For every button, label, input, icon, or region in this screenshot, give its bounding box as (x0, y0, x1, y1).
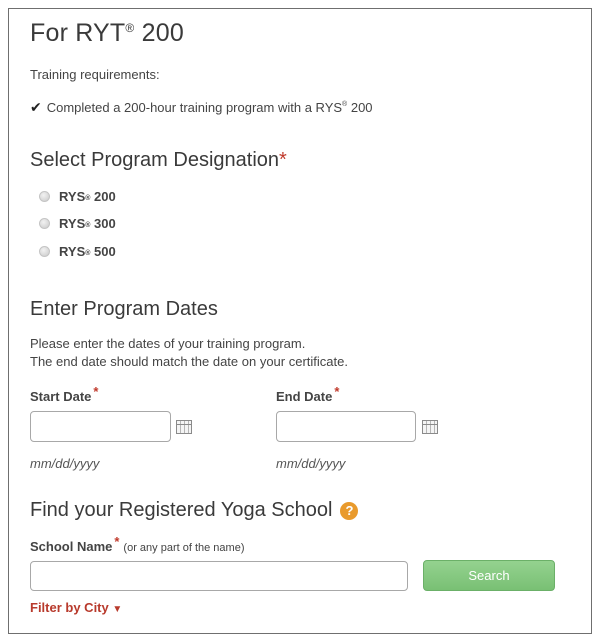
requirements-label: Training requirements: (30, 67, 160, 82)
radio-option-rys-300[interactable]: RYS ® 300 (39, 216, 116, 231)
caret-down-icon: ▼ (112, 604, 123, 615)
search-button[interactable]: Search (423, 560, 555, 591)
checkmark-icon: ✔ (30, 99, 42, 115)
filter-by-city-toggle[interactable]: Filter by City ▼ (30, 600, 123, 615)
radio-option-rys-500[interactable]: RYS ® 500 (39, 244, 116, 259)
radio-button[interactable] (39, 246, 50, 257)
end-date-input[interactable] (276, 411, 416, 442)
school-name-input[interactable] (30, 561, 408, 591)
radio-button[interactable] (39, 191, 50, 202)
designation-title: Select Program Designation* (30, 149, 287, 171)
end-date-calendar-icon[interactable] (422, 420, 438, 434)
start-date-format-hint: mm/dd/yyyy (30, 456, 100, 471)
page-title: For RYT® 200 (30, 19, 184, 47)
school-title: Find your Registered Yoga School ? (30, 499, 358, 522)
end-date-label: End Date * (276, 384, 340, 404)
start-date-input[interactable] (30, 411, 171, 442)
radio-option-rys-200[interactable]: RYS ® 200 (39, 189, 116, 204)
dates-title: Enter Program Dates (30, 298, 218, 320)
start-date-label: Start Date * (30, 384, 99, 404)
ryt-200-form (8, 8, 592, 634)
requirement-item: ✔ Completed a 200-hour training program with a RYS® 200 (30, 99, 373, 115)
start-date-calendar-icon[interactable] (176, 420, 192, 434)
radio-button[interactable] (39, 218, 50, 229)
end-date-format-hint: mm/dd/yyyy (276, 456, 346, 471)
school-name-label: School Name * (or any part of the name) (30, 534, 245, 554)
help-icon[interactable]: ? (340, 502, 358, 520)
dates-description: Please enter the dates of your training program. The end date should match the date on your certificate. (30, 336, 348, 369)
